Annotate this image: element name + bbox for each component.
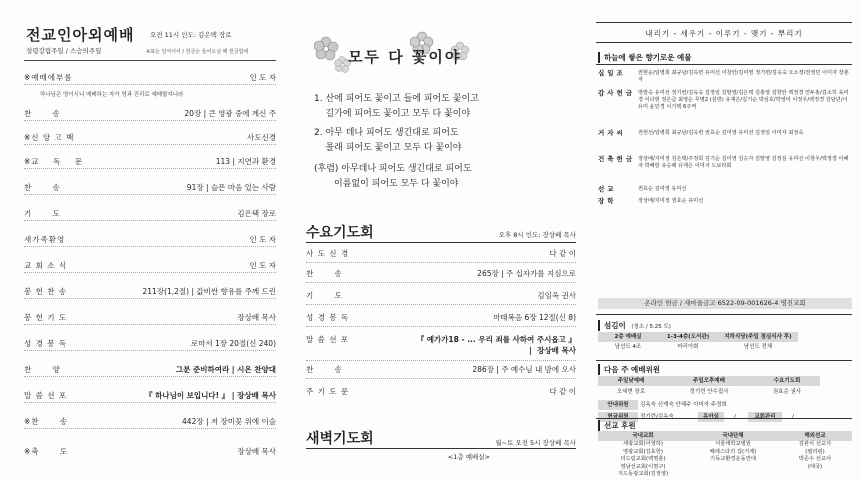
wednesday-order-row (306, 386, 576, 400)
offering-names: 박말숙 유미선 정기련/김옥숙 김정임 김말영/김은택 김홍영 김향란 백정경 연두홍/김소히 육미경 이다현 정은급 최영순 무명2 (심방) 유재은/김기순 박심호/박영미 이정우/백정경 김담년/이유미 윤민경 이기택 6주역 (638, 90, 849, 110)
divider (306, 262, 576, 263)
order-value: 다 같 이 (549, 249, 576, 258)
wednesday-order-row (306, 312, 576, 326)
order-label: 새가족환영 (24, 235, 66, 244)
offering-label: 장학 (598, 197, 617, 205)
order-label: ※신 앙 고 백 (24, 133, 75, 142)
order-label: 봉 헌 찬 송 (24, 287, 68, 296)
order-label: 찬 송 (24, 109, 61, 118)
table-cell: 정기련 안수집사 (689, 389, 729, 395)
offering-label: 십일조 (598, 69, 626, 77)
attendance-subtitle: (청소 / 5.25 도) (631, 324, 671, 330)
table-header: 주일오후예배 (664, 376, 754, 386)
table-cell: 남선도 4조 (614, 344, 642, 350)
divider (306, 282, 576, 283)
order-label: 찬 송 (306, 365, 343, 374)
mission-heading: 선교 후원 (598, 420, 636, 431)
table-header: 1-3-4층(도서관) (658, 332, 718, 342)
usher-names: 김옥숙 신재숙 안혜주 이미자 주정희 (640, 402, 727, 408)
divider (24, 120, 276, 121)
table-header: 2층 예배실 (598, 332, 658, 342)
table-header: 주일낮예배 (598, 376, 664, 386)
order-label: 말 씀 선 포 (24, 391, 68, 400)
divider (24, 298, 276, 299)
online-offering-account: 온라인 헌금 / 새마을금고 6522-09-001626-4 영진교회 (598, 298, 852, 309)
order-value: 인 도 자 (249, 235, 276, 244)
order-value: 장상배 목사 (237, 313, 276, 322)
mission-item: 김관식 선교사 (798, 441, 832, 447)
table-header: 수요기도회 (754, 376, 820, 386)
divider (24, 376, 276, 377)
order-value: 20장 | 큰 영광 중에 계신 주 (184, 109, 276, 118)
mission-item: (태국) (807, 463, 823, 470)
usher-label: 안내위원 (598, 400, 638, 410)
wednesday-order-row (306, 290, 576, 304)
song-verse: 2. 아무 데나 피어도 생긴대로 피어도 몰래 피어도 꽃이고 모두 다 꽃이야 (314, 128, 462, 153)
next-week-heading: 다음 주 예배위원 (598, 364, 660, 375)
divider (306, 378, 576, 379)
dawn-place: <1층 예배실> (447, 453, 490, 461)
divider (24, 84, 276, 85)
divider (596, 314, 852, 315)
attendance-heading (598, 320, 671, 331)
service-note: ※표는 일어서서 / 헌금은 들어오실 때 헌금함에 (146, 49, 249, 55)
order-value: 김은택 장로 (237, 209, 276, 218)
order-value: 265장 | 주 십자가를 지심으로 (477, 269, 576, 278)
nursery-label: 유아실 (698, 412, 724, 422)
divider (24, 350, 276, 351)
order-value: 마태복음 6장 12절(신 8) (493, 313, 576, 322)
divider (596, 64, 852, 65)
order-value: 91장 | 슬픈 마음 있는 사람 (186, 183, 276, 192)
service-subtitle: 성령강림주일 / 스승의주일 (26, 47, 102, 55)
mission-item: 더드림교회(백명훈) (620, 456, 666, 462)
divider (306, 242, 576, 243)
order-label: 성 경 봉 독 (24, 339, 68, 348)
order-value: 『 예가가18 - ... 우리 죄를 사하여 주시옵고 』 | 장상배 목사 (416, 335, 576, 355)
order-label: ※축 도 (24, 447, 69, 456)
table-cell: 오세현 장로 (616, 389, 646, 395)
attendance-table (598, 332, 852, 356)
middle-column (300, 0, 580, 481)
offering-label: 선교 (598, 185, 617, 193)
worship-order-column (0, 0, 280, 481)
divider (596, 360, 852, 361)
offering-label: 거자씨 (598, 129, 626, 137)
offering-usher-label: 헌금위원 (598, 412, 638, 422)
order-value: 『 하나님이 보입니다! 』 | 장상배 목사 (144, 391, 276, 400)
divider (306, 304, 576, 305)
table-header: 해외선교 (778, 431, 852, 441)
divider (596, 418, 852, 419)
offering-names: 권현순/임병희 최규남/김옥련 유미선 이창란/김미영 정기련/김옥숙 오소정/전영민 이미자 장춘자 (638, 70, 849, 83)
order-label: ※교 독 문 (24, 157, 84, 166)
order-value: 인 도 자 (249, 73, 276, 82)
attendance-title: 섬김이 (604, 321, 626, 330)
order-label: 주 기 도 문 (306, 387, 350, 396)
order-label: 기 도 (24, 209, 61, 218)
management-value: / (792, 414, 794, 420)
offering-usher-names: 정기련/김옥숙 (640, 414, 674, 420)
divider (306, 448, 576, 449)
divider (596, 22, 852, 23)
offering-heading: 하늘에 쌓은 향기로운 예물 (598, 52, 692, 63)
mission-item: 서울대학교병원 (715, 441, 751, 447)
order-label: 교 회 소 식 (24, 261, 68, 270)
divider (24, 168, 276, 169)
management-label: 교회관리 (748, 412, 782, 422)
offering-label: 건축헌금 (598, 155, 636, 163)
order-value: 김임옥 권사 (537, 291, 576, 300)
order-value: 장상배 목사 (237, 447, 276, 456)
offering-label: 감사헌금 (598, 89, 636, 97)
service-title: 전교인아외예배 (26, 26, 135, 44)
table-header: 국내교회 (598, 431, 688, 441)
mission-item: 지드동광교회(김정영) (617, 471, 669, 477)
divider (596, 42, 852, 43)
order-label: 봉 헌 기 도 (24, 313, 68, 322)
wednesday-order-row (306, 364, 576, 378)
order-label: 사 도 신 경 (306, 249, 350, 258)
divider (24, 194, 276, 195)
mission-item: 박준수 선교사 (798, 456, 832, 462)
nursery-value: / (734, 414, 736, 420)
wednesday-meta: 오후 8시 인도: 장상배 목사 (498, 231, 576, 239)
order-label: 말 씀 선 포 (306, 335, 350, 344)
table-cell: 마리아회 (677, 344, 699, 350)
order-value: 그분 준비하여라 | 시온 찬양대 (175, 365, 276, 374)
divider (24, 324, 276, 325)
service-time: 오전 11시 인도: 김은택 장로 (150, 31, 232, 39)
order-value: 인 도 자 (249, 261, 276, 270)
dawn-title: 새벽기도회 (306, 431, 374, 447)
mission-item: 세광교회(이영하) (623, 441, 663, 447)
worship-order-row (24, 446, 276, 460)
divider (306, 360, 576, 361)
order-label: ※찬 송 (24, 417, 69, 426)
mission-item: 영남선교회(이명구) (620, 463, 666, 470)
divider (24, 272, 276, 273)
offering-names: 권효순 김미영 유미선 (638, 186, 687, 192)
table-header: 지하식당(주일 점심식사 후) (718, 332, 798, 342)
mission-item: 베데스다의 집(거제) (709, 448, 757, 455)
order-value: 로마서 1장 20절(신 240) (190, 339, 276, 348)
mission-item: 기독교환경운동연대 (709, 456, 757, 462)
order-label: 찬 양 (24, 365, 61, 374)
divider (24, 144, 276, 145)
divider (24, 428, 276, 429)
divider (24, 60, 276, 61)
order-label: 기 도 (306, 291, 343, 300)
mission-item: 영광교회(김효한) (623, 448, 663, 455)
mission-item: (필리핀) (805, 448, 825, 455)
next-week-table (598, 376, 852, 436)
order-value: 286장 | 주 예수님 내 맘에 오사 (472, 365, 576, 374)
order-value: 사도신경 (247, 133, 276, 142)
order-label: ※예배에부름 (24, 73, 73, 82)
order-value: 다 같 이 (549, 387, 576, 396)
song-chorus: (후렴) 아무데나 피어도 생긴대로 피어도 이름없이 피어도 모두 다 꽃이야 (314, 164, 472, 189)
divider (24, 246, 276, 247)
order-label: 찬 송 (24, 183, 61, 192)
order-label: 성 경 봉 독 (306, 313, 350, 322)
announcement-column (592, 0, 856, 481)
order-value: 442장 | 저 장미꽃 위에 이슬 (182, 417, 276, 426)
table-cell: 남선도 전체 (743, 344, 773, 350)
church-motto: 내리기 - 세우기 - 이루기 - 맺기 - 뿌리기 (645, 29, 803, 38)
mission-table (598, 431, 852, 481)
divider (306, 326, 576, 327)
wednesday-order-row (306, 248, 576, 262)
song-verse: 1. 산에 피어도 꽃이고 들에 피어도 꽃이고 길가에 피어도 꽃이고 모두 다 꽃이야 (314, 94, 479, 119)
order-value: 113 | 지연과 환경 (215, 157, 276, 166)
dawn-meta: 월~토 오전 5시 장상배 목사 (495, 439, 576, 447)
order-value: 211장(1,2절) | 값비싼 향유를 주께 드린 (142, 287, 276, 296)
offering-names: 권현선/임병희 최규남/김옥련 권효순 김미영 유미선 김정임 이미자 최정숙 (638, 130, 804, 136)
song-title: 모두 다 꽃이야 (348, 48, 462, 66)
order-label: 찬 송 (306, 269, 343, 278)
invocation-note: 하나님은 영이시니 예배하는 자가 영과 진리로 예배할지니라 (40, 92, 184, 98)
divider (24, 402, 276, 403)
offering-names: 장상배/지미정 권효순 유미선 (638, 198, 704, 204)
offering-names: 장상배/지미정 김은택/주정희 김기순 김미영 김승자 김말영 김정심 유미선 이창우/백정경 이혜자 박혜랑 유승례 유재은 이미자 드보라회 (638, 156, 849, 169)
table-header: 국내단체 (688, 431, 778, 441)
table-cell: 권효순 권사 (772, 389, 802, 395)
wednesday-title: 수요기도회 (306, 225, 374, 241)
divider (24, 220, 276, 221)
wednesday-order-row (306, 334, 576, 355)
wednesday-order-row (306, 268, 576, 282)
